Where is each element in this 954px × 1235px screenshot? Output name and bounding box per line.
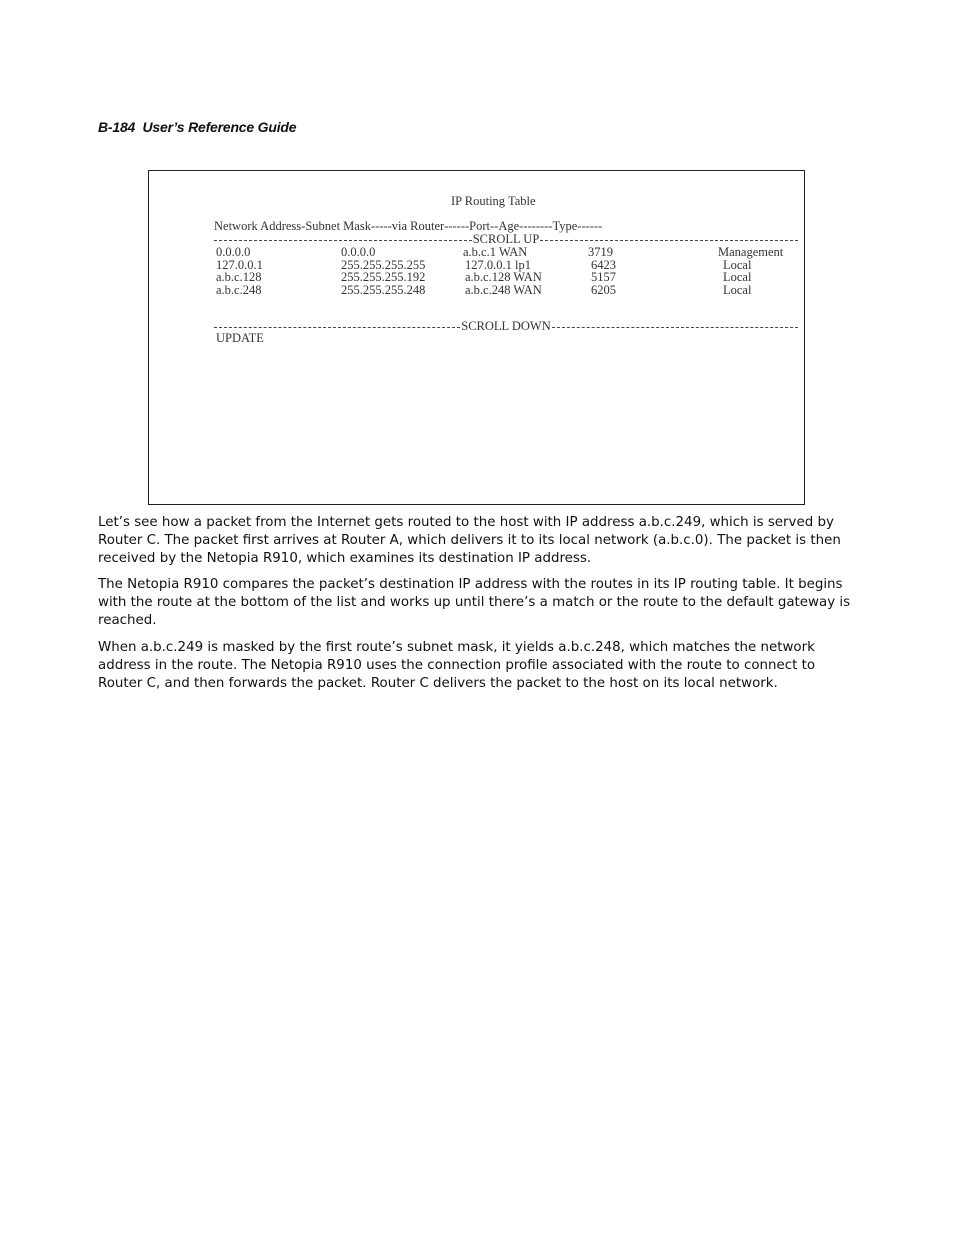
route-network: a.b.c.248 [216, 283, 262, 297]
paragraph [98, 576, 858, 630]
update-button[interactable]: UPDATE [216, 331, 264, 345]
route-via: a.b.c.128 WAN [465, 270, 542, 284]
route-mask: 255.255.255.248 [341, 283, 426, 297]
header-dash: - [301, 219, 306, 233]
scroll-down-label: SCROLL DOWN [461, 319, 551, 333]
route-port: 6423 [591, 258, 616, 272]
paragraph-text: Let’s see how a packet from the Internet gets routed to the host with IP address a.b.c.249, which is served by Router C. The packet first arrives at Router A, which delivers it to its local network (a.b.c.0). The packet is then received by the Netopia R910, which examines its destination IP address. [98, 515, 841, 566]
route-via: a.b.c.248 WAN [465, 283, 542, 297]
column-network-address: Network Address [214, 219, 302, 233]
screen-title: IP Routing Table [451, 194, 536, 208]
route-port: 5157 [591, 270, 616, 284]
divider [552, 327, 798, 328]
route-via: 127.0.0.1 lp1 [465, 258, 531, 272]
header-dash: ------ [444, 219, 470, 233]
divider [214, 240, 472, 241]
routing-table-screen [148, 170, 805, 505]
route-type: Management [718, 245, 784, 259]
running-head: B-184 User’s Reference Guide [98, 119, 297, 135]
column-subnet-mask: Subnet Mask [305, 219, 371, 233]
column-via-router: via Router [391, 219, 445, 233]
header-dash: -------- [519, 219, 553, 233]
route-port: 6205 [591, 283, 616, 297]
route-via: a.b.c.1 WAN [463, 245, 528, 259]
route-network: 127.0.0.1 [216, 258, 263, 272]
divider [540, 240, 798, 241]
scroll-down-control[interactable] [214, 320, 798, 333]
route-network: a.b.c.128 [216, 270, 262, 284]
route-mask: 255.255.255.192 [341, 270, 426, 284]
route-mask: 255.255.255.255 [341, 258, 426, 272]
route-type: Local [723, 283, 752, 297]
route-mask: 0.0.0.0 [341, 245, 376, 259]
route-network: 0.0.0.0 [216, 245, 251, 259]
route-type: Local [723, 258, 752, 272]
header-dash: ------ [577, 219, 603, 233]
column-port: Port [469, 219, 491, 233]
column-type: Type [552, 219, 578, 233]
header-dash: ----- [370, 219, 392, 233]
paragraph [98, 514, 858, 568]
header-dash: -- [490, 219, 499, 233]
paragraph [98, 639, 858, 693]
scroll-up-label: SCROLL UP [472, 232, 540, 246]
route-type: Local [723, 270, 752, 284]
paragraph-text: The Netopia R910 compares the packet’s destination IP address with the routes in its IP routing table. It begins with the route at the bottom of the list and works up until there’s a match or the route to the default gateway is reached. [98, 577, 851, 628]
divider [214, 327, 460, 328]
table-row [216, 283, 752, 297]
paragraph-text: When a.b.c.249 is masked by the first route’s subnet mask, it yields a.b.c.248, which matches the network address in the route. The Netopia R910 uses the connection profile associated with the route to connect to Router C, and then forwards the packet. Router C delivers the packet to the host on its local network. [98, 640, 816, 691]
route-port: 3719 [588, 245, 613, 259]
column-age: Age [498, 219, 520, 233]
